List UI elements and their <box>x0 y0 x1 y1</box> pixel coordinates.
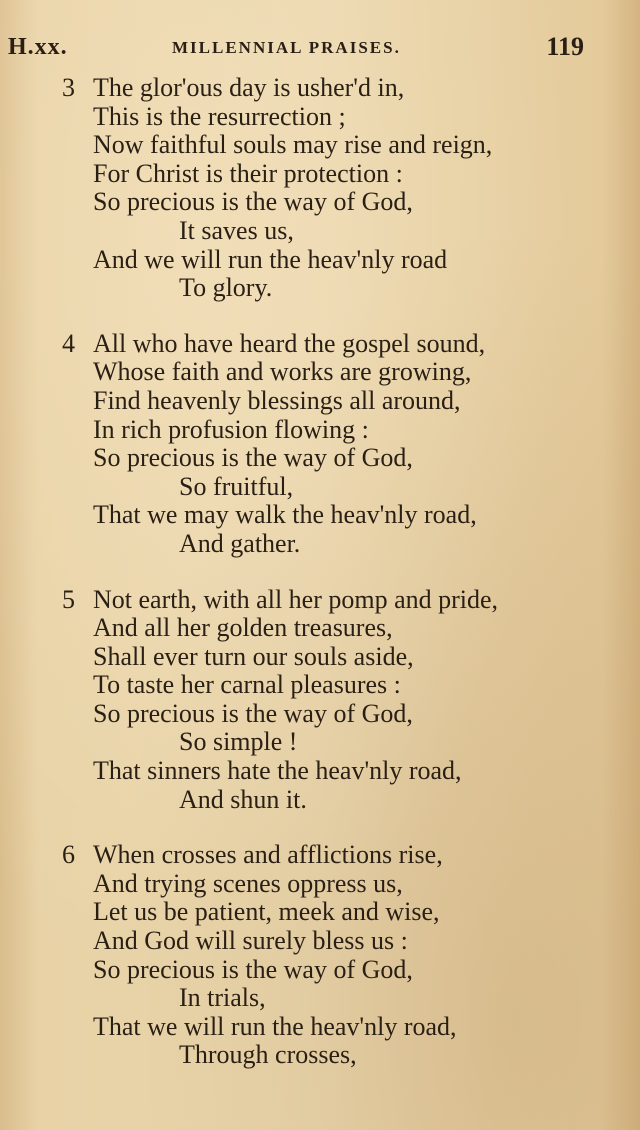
stanza-number: 6 <box>62 840 75 870</box>
verse-line: Now faithful souls may rise and reign, <box>93 130 493 160</box>
verse-line: So precious is the way of God, <box>93 187 413 217</box>
verse-line: That sinners hate the heav'nly road, <box>93 756 462 786</box>
verse-line: Whose faith and works are growing, <box>93 357 472 387</box>
verse-line: Let us be patient, meek and wise, <box>93 897 440 927</box>
verse-line: And God will surely bless us : <box>93 926 408 956</box>
verse-line: And all her golden treasures, <box>93 613 393 643</box>
verse-line: Find heavenly blessings all around, <box>93 385 461 415</box>
verse-line: So precious is the way of God, <box>93 954 413 984</box>
stanza <box>62 841 622 1070</box>
verse-line: This is the resurrection ; <box>93 101 346 131</box>
verse-line: 4 All who have heard the gospel sound, <box>62 328 486 358</box>
stanza <box>62 586 622 815</box>
verse-line: So fruitful, <box>179 471 294 501</box>
verse-line: So precious is the way of God, <box>93 698 413 728</box>
stanza-number: 4 <box>62 328 75 358</box>
verse-line: And gather. <box>179 528 301 558</box>
verse-line: So precious is the way of God, <box>93 443 413 473</box>
verse-line: To taste her carnal pleasures : <box>93 670 401 700</box>
hymn-text <box>62 74 622 1097</box>
verse-line: To glory. <box>179 273 273 303</box>
verse-line: 6 When crosses and afflictions rise, <box>62 840 443 870</box>
page-number: 119 <box>546 32 584 61</box>
verse-line: So simple ! <box>179 727 298 757</box>
verse-line: It saves us, <box>179 215 294 245</box>
verse-line: That we will run the heav'nly road, <box>93 1011 457 1041</box>
verse-line: For Christ is their protection : <box>93 158 403 188</box>
running-header <box>0 30 640 70</box>
hymn-reference: H.xx. <box>8 34 68 60</box>
verse-line: That we may walk the heav'nly road, <box>93 500 477 530</box>
stanza <box>62 74 622 303</box>
verse-line: And shun it. <box>179 784 307 814</box>
verse-line: 5 Not earth, with all her pomp and pride, <box>62 584 499 614</box>
stanza-number: 3 <box>62 73 75 102</box>
verse-line: And we will run the heav'nly road <box>93 244 448 274</box>
verse-line: 3 The glor'ous day is usher'd in, <box>62 73 405 102</box>
stanza-number: 5 <box>62 584 75 614</box>
verse-line: Shall ever turn our souls aside, <box>93 641 414 671</box>
book-title: MILLENNIAL PRAISES. <box>172 38 401 57</box>
verse-line: In trials, <box>179 983 266 1013</box>
verse-line: And trying scenes oppress us, <box>93 868 403 898</box>
verse-line: In rich profusion flowing : <box>93 414 369 444</box>
verse-line: Through crosses, <box>179 1040 357 1070</box>
stanza <box>62 330 622 559</box>
